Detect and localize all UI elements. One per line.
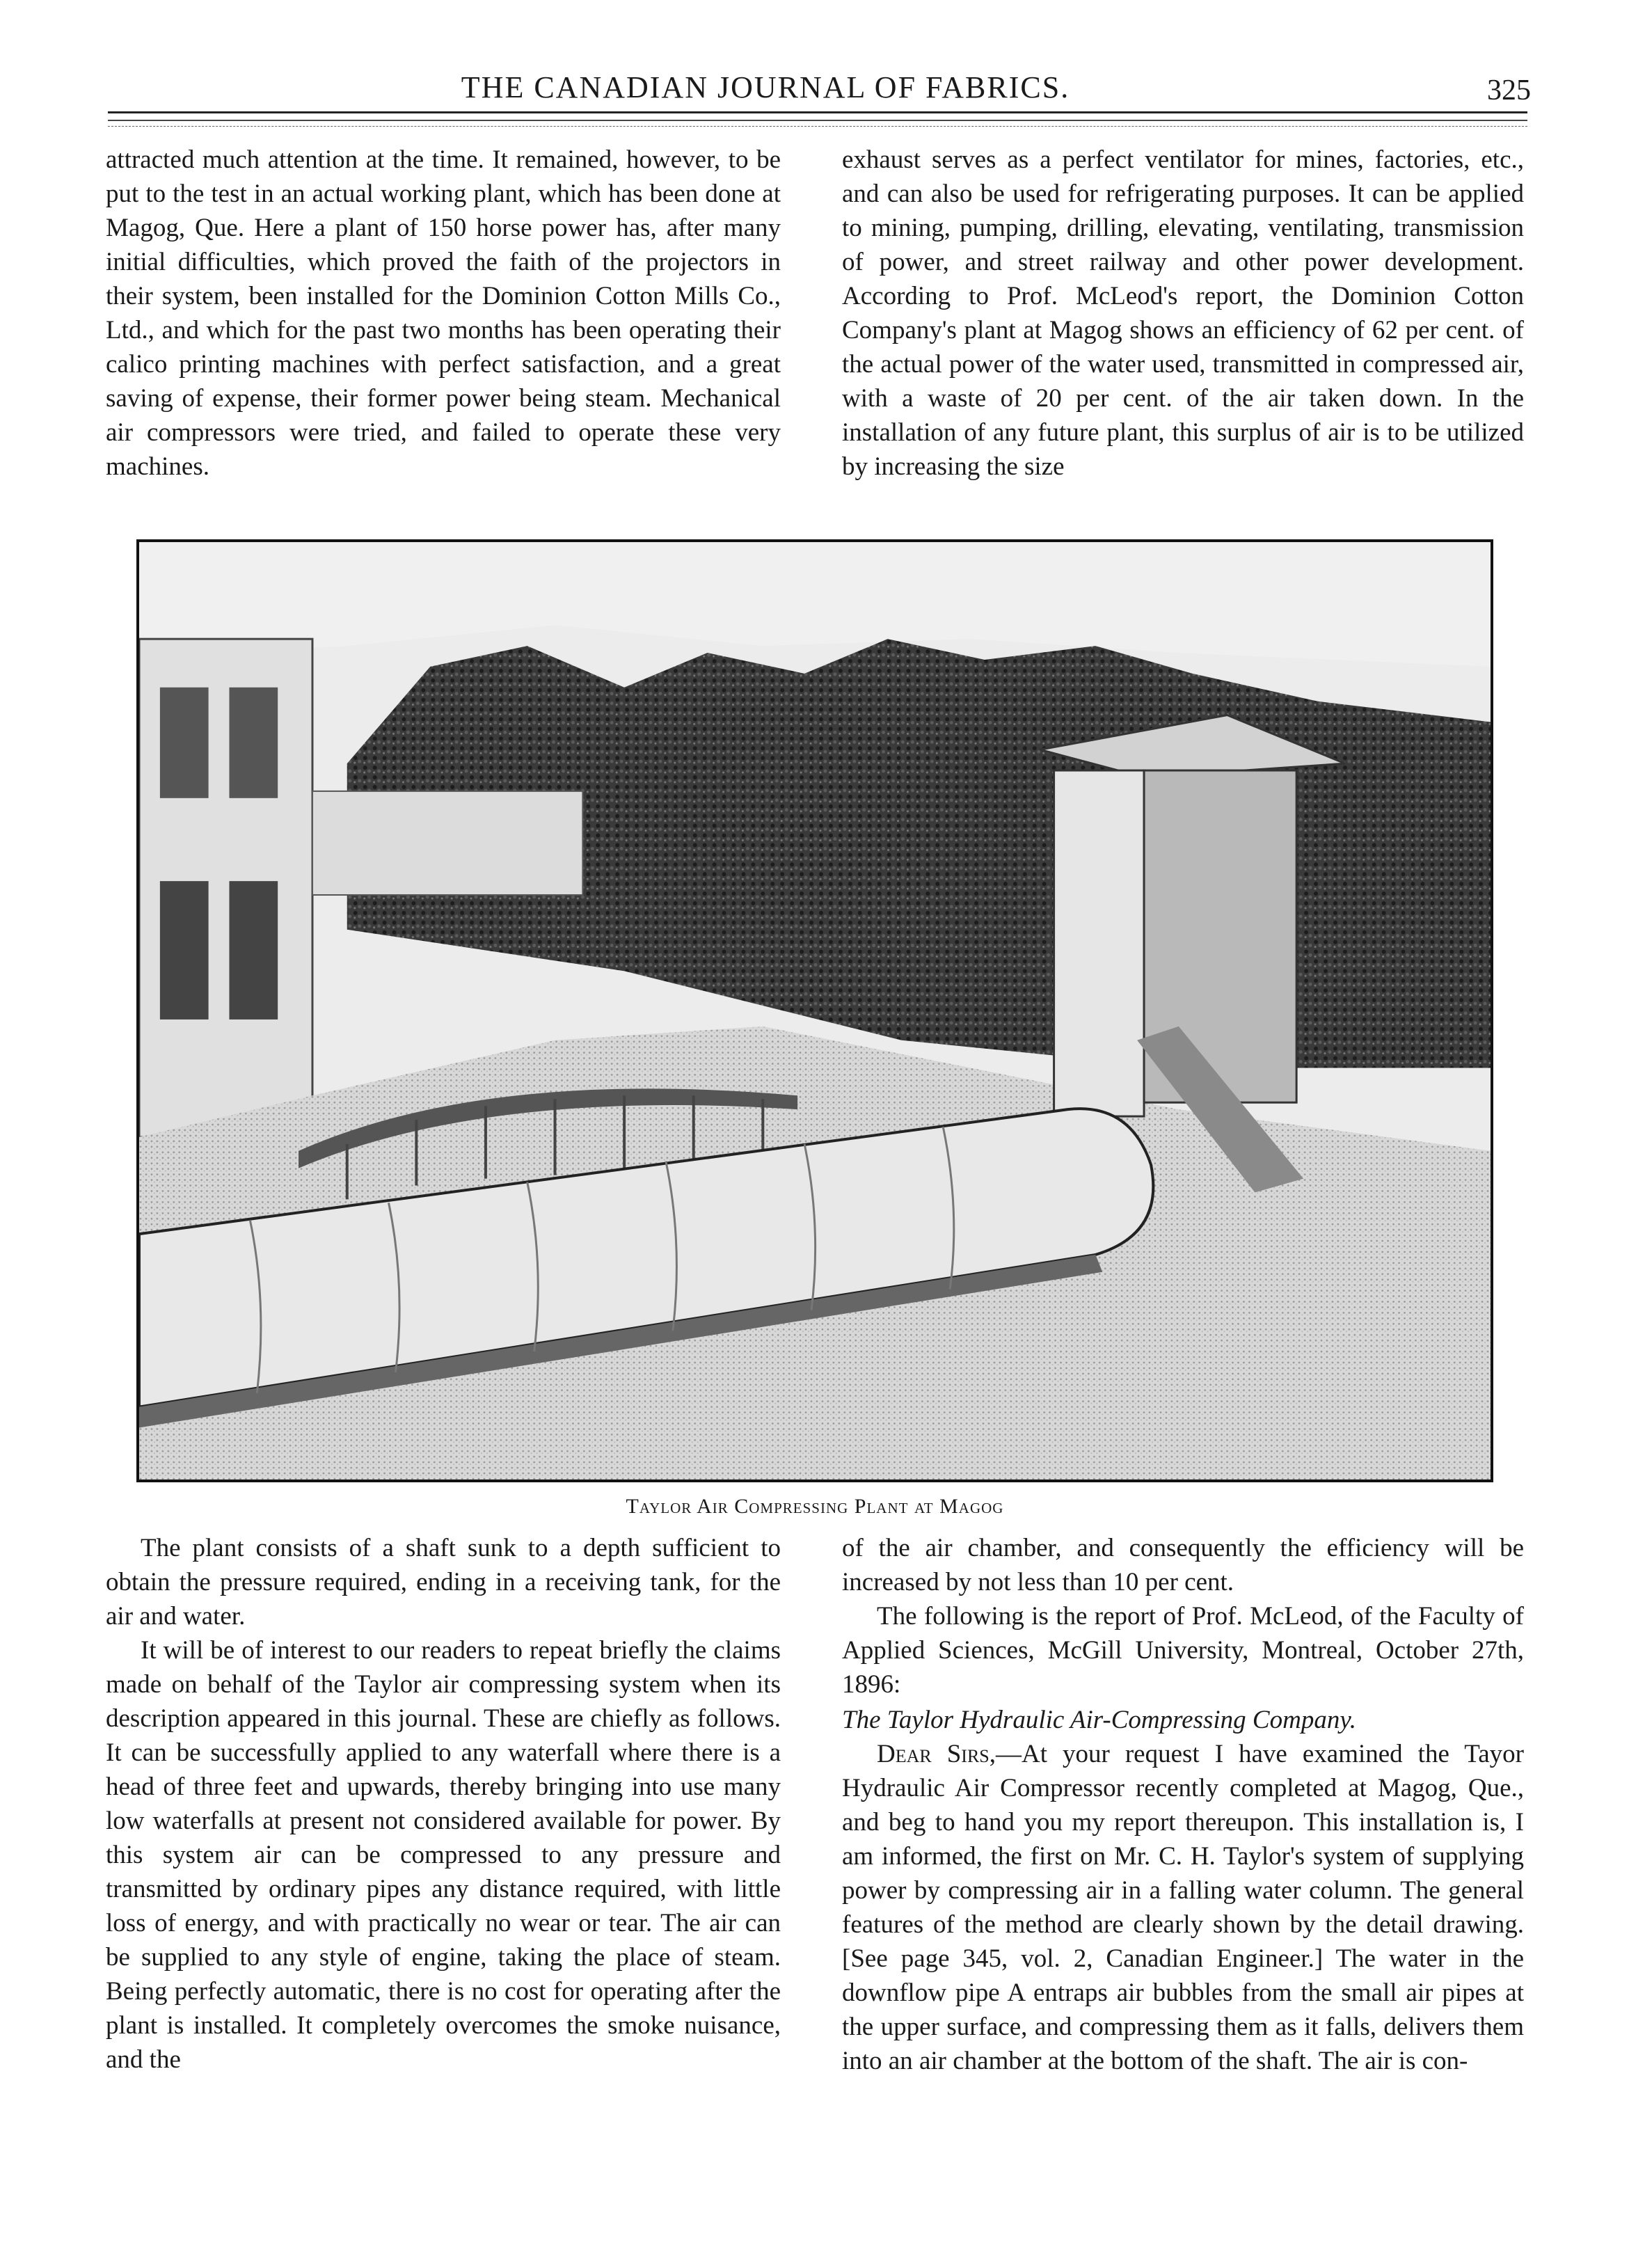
header-rule: [108, 126, 1527, 127]
plant-photograph: [136, 539, 1493, 1482]
page-number: 325: [1487, 74, 1531, 106]
letter-addressee: The Taylor Hydraulic Air-Compressing Company.: [842, 1706, 1356, 1734]
figure-caption: Taylor Air Compressing Plant at Magog: [626, 1495, 1004, 1518]
column-top-right: [842, 143, 1524, 484]
salutation: Dear Sirs,: [877, 1740, 996, 1768]
paragraph: exhaust serves as a perfect ventilator for mines, factories, etc., and can also be used for refrigerating purposes. It can be applied to mining, pumping, drilling, elevating, ventilating, transmission of power, and street railway and other power development. According to Prof. McLeod's report, the Dominion Cotton Company's plant at Magog shows an efficiency of 62 per cent. of the actual power of the water used, transmitted in compressed air, with a waste of 20 per cent. of the air taken down. In the installation of any future plant, this surplus of air is to be utilized by increasing the size: [842, 145, 1524, 481]
paragraph: It will be of interest to our readers to repeat briefly the claims made on behalf of the Taylor air compressing system when its description appeared in this journal. These are chiefly as follows. It can be successfully applied to any waterfall where there is a head of three feet and upwards, thereby bringing into use many low waterfalls at present not considered available for power. By this system air can be compressed to any pressure and transmitted by ordinary pipes any distance required, with little loss of energy, and with practically no wear or tear. The air can be supplied to any style of engine, taking the place of steam. Being perfectly automatic, there is no cost for operating after the plant is installed. It completely overcomes the smoke nuisance, and the: [106, 1636, 781, 2074]
paragraph: The following is the report of Prof. McLeod, of the Faculty of Applied Sciences, McGill University, Montreal, October 27th, 1896:: [842, 1602, 1524, 1699]
letter-body: —At your request I have examined the Tayor Hydraulic Air Compressor recently completed at Magog, Que., and beg to hand you my report thereupon. This installation is, I am informed, the first on Mr. C. H. Taylor's system of supplying power by compressing air in a falling water column. The general features of the method are clearly shown by the detail drawing. [See page 345, vol. 2, Canadian Engineer.] The water in the downflow pipe A entraps air bubbles from the small air pipes at the upper surface, and compressing them as it falls, delivers them into an air chamber at the bottom of the shaft. The air is con-: [842, 1740, 1524, 2075]
paragraph: attracted much attention at the time. It remained, however, to be put to the test in an actual working plant, which has been done at Magog, Que. Here a plant of 150 horse power has, after many initial difficulties, which proved the faith of the projectors in their system, been installed for the Dominion Cotton Mills Co., Ltd., and which for the past two months has been operating their calico printing machines with perfect satisfaction, and a great saving of expense, their former power being steam. Mechanical air compressors were tried, and failed to operate these very machines.: [106, 145, 781, 481]
column-top-left: [106, 143, 781, 484]
paragraph: [842, 1737, 1524, 2078]
column-bottom-left: [106, 1531, 781, 2077]
page-header: [104, 70, 1531, 111]
photo-illustration: [139, 542, 1491, 1480]
column-bottom-right: [842, 1531, 1524, 2078]
journal-title: THE CANADIAN JOURNAL OF FABRICS.: [461, 70, 1070, 104]
paragraph: The plant consists of a shaft sunk to a depth sufficient to obtain the pressure required, ending in a receiving tank, for the air and water.: [106, 1534, 781, 1631]
paragraph: of the air chamber, and consequently the efficiency will be increased by not less than 10 per cent.: [842, 1534, 1524, 1596]
header-rule: [108, 111, 1527, 113]
header-rule: [108, 120, 1527, 121]
